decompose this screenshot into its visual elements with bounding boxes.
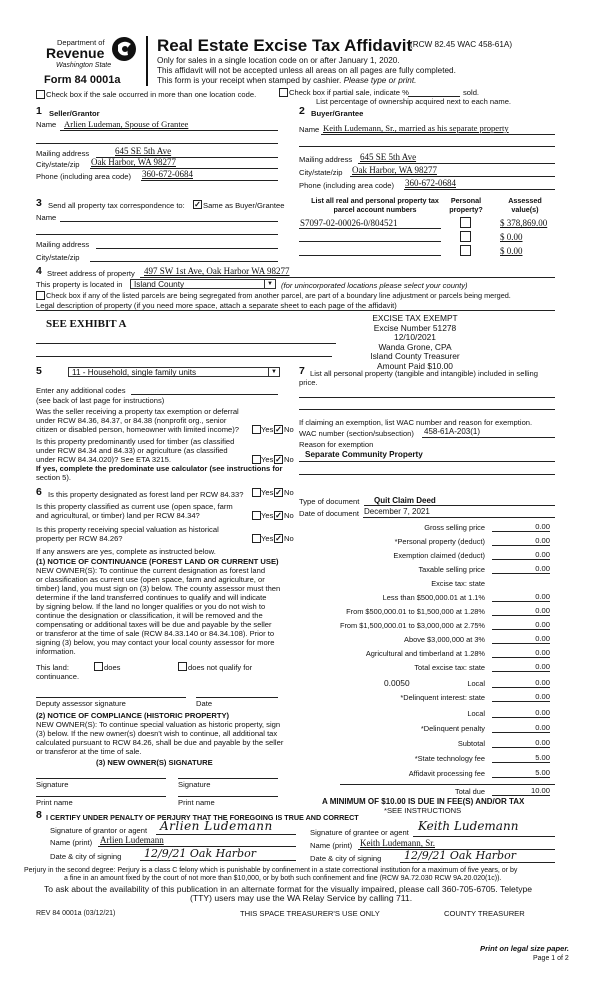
buyer-mail-label: Mailing address <box>299 155 353 164</box>
partial-sale-label: Check box if partial sale, indicate % <box>289 88 409 97</box>
buyer-heading: Buyer/Grantee <box>311 109 364 118</box>
section-8-number: 8 <box>36 809 42 821</box>
tax-row-label: Gross selling price <box>424 523 485 532</box>
title-reference: (RCW 82.45 WAC 458-61A) <box>410 40 513 49</box>
personal-property-checkbox[interactable] <box>460 217 471 228</box>
reason-value[interactable]: Separate Community Property <box>305 450 423 459</box>
land-does-not-checkbox[interactable] <box>178 662 187 671</box>
tax-row-label: Excise tax: state <box>431 579 485 588</box>
buyer-mail-value[interactable]: 645 SE 5th Ave <box>360 152 417 162</box>
grantor-signature-line <box>156 834 296 835</box>
buyer-phone-value[interactable]: 360-672-0684 <box>405 178 456 188</box>
tax-row-label: Local <box>467 709 485 718</box>
percentage-note: List percentage of ownership acquired next to each name. <box>316 97 512 106</box>
forest-yes-label: Yes <box>261 488 274 497</box>
county-selected: Island County <box>134 280 185 289</box>
doc-type-line <box>364 505 555 506</box>
forest-question: Is this property designated as forest land per RCW 84.33? <box>48 490 244 499</box>
buyer-blank-line <box>299 146 555 147</box>
grantor-date-label: Date & city of signing <box>50 852 122 861</box>
historic-no-label: No <box>284 534 294 543</box>
excise-tax-stamp <box>330 314 500 372</box>
revision-number: REV 84 0001a (03/12/21) <box>36 910 116 917</box>
doc-type-label: Type of document <box>299 497 360 506</box>
parcel-line <box>299 228 441 229</box>
grantee-date-line <box>400 862 555 863</box>
stamp-line-4: Wanda Grone, CPA <box>378 341 452 352</box>
tax-row-label: Affidavit processing fee <box>408 769 485 778</box>
buyer-phone-line <box>404 189 555 190</box>
reason-label: Reason for exemption <box>299 440 374 449</box>
subtitle-1: Only for sales in a single location code on or after January 1, 2020. <box>157 56 400 65</box>
total-divider <box>340 784 555 785</box>
tax-row-value[interactable]: 0.00 <box>492 738 550 748</box>
sec3-name-line[interactable] <box>60 221 278 222</box>
tax-row-label: Local <box>467 679 485 688</box>
tax-row-value[interactable]: 0.00 <box>492 550 550 560</box>
seller-name-value[interactable]: Arlien Ludeman, Spouse of Grantee <box>64 119 189 129</box>
personal-property-label-2: price. <box>299 378 318 387</box>
subtitle-3 <box>157 76 416 86</box>
buyer-city-label: City/state/zip <box>299 168 343 177</box>
buyer-name-label: Name <box>299 125 320 134</box>
tax-row-value[interactable]: 5.00 <box>492 768 550 778</box>
tax-row-value[interactable]: 0.00 <box>492 634 550 644</box>
subtitle-2: This affidavit will not be accepted unless all areas on all pages are fully completed. <box>157 66 456 75</box>
tax-row-label: *Delinquent penalty <box>420 724 485 733</box>
subtitle-3a: This form is your receipt when stamped by cashier. <box>157 76 342 85</box>
additional-codes-line[interactable] <box>131 394 278 395</box>
exemption-question-1: Was the seller receiving a property tax exemption or deferral <box>36 407 239 416</box>
legal-line-2 <box>36 343 336 344</box>
tax-row-label: Exemption claimed (deduct) <box>393 551 485 560</box>
tax-row-value[interactable]: 0.00 <box>492 662 550 672</box>
tax-row-label: Above $3,000,000 at 3% <box>404 635 485 644</box>
new-owner-print-line-1[interactable] <box>36 796 166 797</box>
stamp-line-2: Excise Number 51278 <box>373 322 457 333</box>
land-use-select[interactable] <box>68 367 280 377</box>
forest-no-label: No <box>284 488 294 497</box>
new-owner-print-line-2[interactable] <box>178 796 278 797</box>
notice-continuance-line: by signing below. If the land no longer qualifies or you do not wish to <box>36 602 266 611</box>
form-number: Form 84 0001a <box>44 74 121 86</box>
sec3-mail-label: Mailing address <box>36 240 90 249</box>
tax-row-label: *Delinquent interest: state <box>400 693 485 702</box>
wac-value[interactable]: 458-61A-203(1) <box>424 427 481 436</box>
correspondence-label: Send all property tax correspondence to: <box>48 201 185 210</box>
personal-property-checkbox[interactable] <box>460 231 471 242</box>
parcel-col-text: List all real and personal property tax parcel account numbers <box>311 196 439 214</box>
local-rate: 0.0050 <box>384 678 410 688</box>
section-4-number: 4 <box>36 265 42 277</box>
notice-continuance-line: continue the designation or classification, it will be removed and the <box>36 611 263 620</box>
personal-property-line-2[interactable] <box>299 409 555 410</box>
notice-continuance-line: determine if the land transferred continues to qualify and will indicate <box>36 593 267 602</box>
buyer-name-line <box>321 134 555 135</box>
personal-col-header <box>445 197 487 214</box>
grantor-date-value[interactable]: 12/9/21 Oak Harbor <box>144 847 256 860</box>
land-does-label: does <box>104 663 121 672</box>
street-address-line <box>140 277 555 278</box>
seller-city-label: City/state/zip <box>36 160 80 169</box>
notice-continuance-line: NEW OWNER(S): To continue the current designation as forest land <box>36 566 266 575</box>
parcel-number[interactable]: S7097-02-00026-0/804521 <box>300 218 398 228</box>
seller-phone-line <box>141 180 278 181</box>
tax-row-value[interactable]: 10.00 <box>492 786 550 796</box>
historic-no-checkbox[interactable]: ✓ <box>275 534 282 543</box>
section-1-number: 1 <box>36 105 42 117</box>
current-use-no-label: No <box>284 511 294 520</box>
dept-line1: Department of <box>57 38 105 47</box>
tax-row-label: *State technology fee <box>414 754 485 763</box>
new-owner-sig-line-1[interactable] <box>36 778 166 779</box>
historic-yes-label: Yes <box>261 534 274 543</box>
land-does-not-label: does not qualify for <box>188 663 253 672</box>
tax-row-label: Subtotal <box>457 739 485 748</box>
wac-label: WAC number (section/subsection) <box>299 429 414 438</box>
notice-continuance-line: timber) land, you must sign on (3) below. The county assessor must then <box>36 584 281 593</box>
seller-blank-line <box>36 143 278 144</box>
treasurer-use-only: THIS SPACE TREASURER'S USE ONLY <box>240 909 380 918</box>
personal-property-label-1: List all personal property (tangible and intangible) included in selling <box>310 369 538 378</box>
notice-continuance-line: or transferor at the time of sale (RCW 84.33.140 or 84.34.108). Prior to <box>36 629 275 638</box>
forest-no-checkbox[interactable]: ✓ <box>275 488 282 497</box>
claim-exemption-label: If claiming an exemption, list WAC number and reason for exemption. <box>299 418 533 427</box>
tax-row-label: Less than $500,000.01 at 1.1% <box>382 593 485 602</box>
minimum-due-note: A MINIMUM OF $10.00 IS DUE IN FEE(S) AND/OR TAX <box>322 797 525 806</box>
grantor-signature[interactable]: Arlien Ludemann <box>160 819 273 833</box>
personal-col-text: Personal property? <box>449 196 483 214</box>
tax-row-label: Total excise tax: state <box>414 663 485 672</box>
section-2-number: 2 <box>299 105 305 117</box>
multi-location-label: Check box if the sale occurred in more than one location code. <box>46 90 257 99</box>
same-as-buyer-label: Same as Buyer/Grantee <box>203 201 285 210</box>
header-divider <box>146 36 148 86</box>
timber-question-5: section 5). <box>36 473 72 482</box>
segregated-checkbox[interactable] <box>36 291 45 300</box>
assessed-value[interactable]: $ 378,869.00 <box>500 218 548 228</box>
seller-heading: Seller/Grantor <box>49 109 100 118</box>
tax-row-label: From $500,000.01 to $1,500,000 at 1.28% <box>346 607 485 616</box>
tax-row-value[interactable]: 0.00 <box>492 564 550 574</box>
tax-row-label: *Personal property (deduct) <box>394 537 485 546</box>
grantee-date-label: Date & city of signing <box>310 854 382 863</box>
timber-no-checkbox[interactable]: ✓ <box>275 455 282 464</box>
exemption-question-3: citizen or disabled person, homeowner with limited income)? <box>36 425 240 434</box>
notice-compliance-line: (3) below. If the new owner(s) doesn't wish to continue, all additional tax <box>36 729 278 738</box>
parcel-line[interactable] <box>299 255 441 256</box>
timber-question-1: Is this property predominantly used for timber (as classified <box>36 437 235 446</box>
timber-question-2: under RCW 84.34 and 84.33) or agriculture (as classified <box>36 446 228 455</box>
alternate-format-2: (TTY) users may use the WA Relay Service by calling 711. <box>190 893 413 903</box>
assessed-col-header <box>495 197 555 214</box>
continuance-label: continuance. <box>36 672 80 681</box>
wa-logo-icon <box>108 35 140 63</box>
doc-date-value[interactable]: December 7, 2021 <box>364 507 430 516</box>
historic-question-1: Is this property receiving special valuation as historical <box>36 525 219 534</box>
stamp-line-6: Amount Paid $10.00 <box>377 360 453 371</box>
legal-paper-note: Print on legal size paper. <box>480 944 570 953</box>
tax-row-value[interactable]: 0.00 <box>492 648 550 658</box>
stamp-line-3: 12/10/2021 <box>394 332 436 343</box>
assessed-value[interactable]: $ 0.00 <box>500 246 523 256</box>
timber-question-3: under RCW 84.34.020)? See ETA 3215. <box>36 455 171 464</box>
grantor-name-label: Name (print) <box>50 838 93 847</box>
deputy-date-line[interactable] <box>196 697 278 698</box>
header <box>0 0 600 88</box>
partial-sale-checkbox[interactable] <box>279 88 288 97</box>
buyer-city-line <box>350 176 555 177</box>
deputy-signature-line[interactable] <box>36 697 186 698</box>
dept-line3: Washington State <box>56 62 112 69</box>
county-select[interactable] <box>130 279 276 289</box>
buyer-city-value[interactable]: Oak Harbor, WA 98277 <box>352 165 437 175</box>
sec3-mail-line[interactable] <box>96 248 278 249</box>
same-as-buyer-checkbox[interactable]: ✓ <box>194 200 201 209</box>
page-title: Real Estate Excise Tax Affidavit <box>157 36 413 55</box>
new-owner-signature-heading: (3) NEW OWNER(S) SIGNATURE <box>96 758 213 767</box>
grantor-name-value[interactable]: Arlien Ludemann <box>100 835 164 845</box>
current-use-yes-label: Yes <box>261 511 274 520</box>
certify-statement: I CERTIFY UNDER PENALTY OF PERJURY THAT THE FOREGOING IS TRUE AND CORRECT <box>46 813 359 822</box>
street-address-value[interactable]: 497 SW 1st Ave, Oak Harbor WA 98277 <box>144 266 290 276</box>
multi-location-checkbox[interactable] <box>36 90 45 99</box>
seller-phone-value[interactable]: 360-672-0684 <box>142 169 193 179</box>
buyer-name-value[interactable]: Keith Ludemann, Sr., married as his separate property <box>323 123 509 133</box>
new-owner-signature-label: Signature <box>36 780 69 789</box>
grantor-signature-label: Signature of grantor or agent <box>50 826 148 835</box>
section-3-number: 3 <box>36 197 42 209</box>
new-owner-print-label: Print name <box>36 798 73 807</box>
notice-compliance-line: NEW OWNER(S): To continue special valuation as historic property, sign <box>36 720 281 729</box>
if-any-yes-note: If any answers are yes, complete as instructed below. <box>36 547 216 556</box>
deputy-signature-label: Deputy assessor signature <box>36 699 126 708</box>
notice-continuance-line: information. <box>36 647 76 656</box>
timber-no-label: No <box>284 455 294 464</box>
timber-question-4: If yes, complete the predominate use calculator (see instructions for <box>36 464 283 473</box>
notice-compliance-line: or transferor at the time of sale. <box>36 747 142 756</box>
street-address-label: Street address of property <box>47 269 135 278</box>
parcel-line[interactable] <box>299 241 441 242</box>
doc-date-line <box>363 517 555 518</box>
dept-line2: Revenue <box>46 45 105 61</box>
doc-date-label: Date of document <box>299 509 359 518</box>
seller-mail-label: Mailing address <box>36 149 90 158</box>
current-use-question-2: and agricultural, or timber) land per RCW 84.34? <box>36 511 200 520</box>
seller-name-label: Name <box>36 120 57 129</box>
segregated-label: Check box if any of the listed parcels are being segregated from another parcel, are part of a boundary line adjustment or parcels being merged. <box>46 291 511 300</box>
deputy-date-label: Date <box>196 699 213 708</box>
notice-compliance-heading: (2) NOTICE OF COMPLIANCE (HISTORIC PROPERTY) <box>36 711 230 720</box>
partial-sold-label: sold. <box>463 88 480 97</box>
sec3-city-label: City/state/zip <box>36 253 80 262</box>
page-number: Page 1 of 2 <box>533 955 569 962</box>
seller-city-value[interactable]: Oak Harbor, WA 98277 <box>91 157 176 167</box>
exemption-yes-checkbox[interactable] <box>252 425 261 434</box>
tax-row-label: Taxable selling price <box>418 565 485 574</box>
buyer-mail-line <box>358 163 555 164</box>
land-does-checkbox[interactable] <box>94 662 103 671</box>
tax-row-value[interactable]: 0.00 <box>492 536 550 546</box>
notice-continuance-line: or classification as current use (open space, farm and agriculture, or <box>36 575 265 584</box>
section-7-number: 7 <box>299 365 305 377</box>
tax-row-label: Agricultural and timberland at 1.28% <box>365 649 485 658</box>
timber-yes-checkbox[interactable] <box>252 455 261 464</box>
parcel-col-header <box>305 197 445 214</box>
assessed-col-text: Assessed value(s) <box>508 196 542 214</box>
timber-yes-label: Yes <box>261 455 274 464</box>
new-owner-signature-label-2: Signature <box>178 780 211 789</box>
seller-mail-value[interactable]: 645 SE 5th Ave <box>115 146 172 156</box>
tax-row-value[interactable]: 0.00 <box>492 620 550 630</box>
seller-name-line <box>60 130 278 131</box>
new-owner-print-label-2: Print name <box>178 798 215 807</box>
grantee-date-value[interactable]: 12/9/21 Oak Harbor <box>404 849 516 862</box>
stamp-line-5: Island County Treasurer <box>370 351 460 362</box>
tax-row-value[interactable]: 0.00 <box>492 592 550 602</box>
legal-line-3 <box>36 356 332 357</box>
grantee-signature[interactable]: Keith Ludemann <box>418 819 519 833</box>
exemption-question-2: under RCW 84.36, 84.37, or 84.38 (nonprofit org., senior <box>36 416 227 425</box>
see-instructions-note: *SEE INSTRUCTIONS <box>384 806 462 815</box>
see-back-note: (see back of last page for instructions) <box>36 396 165 405</box>
tax-row-value[interactable]: 0.00 <box>492 708 550 718</box>
grantee-signature-label: Signature of grantee or agent <box>310 828 409 837</box>
legal-description-label: Legal description of property (if you need more space, attach a separate sheet to each page of the affidavit) <box>36 301 397 310</box>
grantor-date-line <box>140 860 296 861</box>
perjury-line-2: a fine in an amount fixed by the court of not more than $10,000, or by both such confinement and fine (RCW 9A.72.030 RCW 9A.20.020(1c)). <box>64 875 502 882</box>
personal-property-line-1[interactable] <box>299 397 555 398</box>
current-use-no-checkbox[interactable]: ✓ <box>275 511 282 520</box>
legal-description-value[interactable]: SEE EXHIBIT A <box>46 318 127 330</box>
additional-codes-label: Enter any additional codes <box>36 386 126 395</box>
notice-continuance-line: compensating or additional taxes will be due and payable by the seller <box>36 620 272 629</box>
this-land-label: This land: <box>36 663 69 672</box>
grantee-name-label: Name (print) <box>310 841 353 850</box>
tax-row-value[interactable]: 0.00 <box>492 723 550 733</box>
doc-type-value[interactable]: Quit Claim Deed <box>374 496 436 505</box>
notice-compliance-line: calculated pursuant to RCW 84.26, shall be due and payable by the seller <box>36 738 284 747</box>
chevron-down-icon: ▼ <box>264 280 275 288</box>
grantee-signature-line <box>413 836 555 837</box>
subtitle-3b: Please type or print. <box>343 76 417 85</box>
tax-row-value[interactable]: 0.00 <box>492 692 550 702</box>
tax-row-label: From $1,500,000.01 to $3,000,000 at 2.75% <box>339 621 485 630</box>
new-owner-sig-line-2[interactable] <box>178 778 278 779</box>
current-use-question-1: Is this property classified as current use (open space, farm <box>36 502 233 511</box>
reason-line <box>299 461 555 462</box>
historic-question-2: property per RCW 84.26? <box>36 534 123 543</box>
notice-continuance-heading: (1) NOTICE OF CONTINUANCE (FOREST LAND OR CURRENT USE) <box>36 557 279 566</box>
assessed-value[interactable]: $ 0.00 <box>500 232 523 242</box>
historic-yes-checkbox[interactable] <box>252 534 261 543</box>
exemption-yes-label: Yes <box>261 425 274 434</box>
tax-row-label: Total due <box>455 787 485 796</box>
reason-line-2 <box>299 474 555 475</box>
sec3-blank-line[interactable] <box>36 234 278 235</box>
sec3-name-label: Name <box>36 213 57 222</box>
wac-line <box>422 437 555 438</box>
notice-continuance-line: signing (3) below, you may contact your local county assessor for more <box>36 638 275 647</box>
section-5-number: 5 <box>36 365 42 377</box>
exemption-no-label: No <box>284 425 294 434</box>
tax-row-value[interactable]: 5.00 <box>492 753 550 763</box>
chevron-down-icon: ▼ <box>268 368 279 376</box>
unincorporated-note: (for unincorporated locations please select your county) <box>281 281 468 290</box>
legal-description-line <box>36 310 555 311</box>
section-6-number: 6 <box>36 486 42 498</box>
tax-row-value[interactable]: 0.00 <box>492 522 550 532</box>
land-use-selected: 11 - Household, single family units <box>72 368 197 377</box>
perjury-text-1: Perjury in the second degree: Perjury is a class C felony which is punishable by confinement in a state correctional institution for a maximum of five years, or by <box>24 867 518 874</box>
sec3-city-line[interactable] <box>90 261 278 262</box>
grantee-name-value[interactable]: Keith Ludemann, Sr. <box>360 838 435 848</box>
stamp-line-1: EXCISE TAX EXEMPT <box>372 313 458 323</box>
county-treasurer-label: COUNTY TREASURER <box>444 909 525 918</box>
tax-row-value[interactable]: 0.00 <box>492 678 550 688</box>
personal-property-checkbox[interactable] <box>460 245 471 256</box>
located-in-label: This property is located in <box>36 280 123 289</box>
alternate-format-1: To ask about the availability of this publication in an alternate format for the visually impaired, please call 360-705-6705. Teletype <box>44 884 533 894</box>
current-use-yes-checkbox[interactable] <box>252 511 261 520</box>
forest-yes-checkbox[interactable] <box>252 488 261 497</box>
tax-row-value[interactable]: 0.00 <box>492 606 550 616</box>
seller-phone-label: Phone (including area code) <box>36 172 131 181</box>
buyer-phone-label: Phone (including area code) <box>299 181 394 190</box>
exemption-no-checkbox[interactable]: ✓ <box>275 425 282 434</box>
